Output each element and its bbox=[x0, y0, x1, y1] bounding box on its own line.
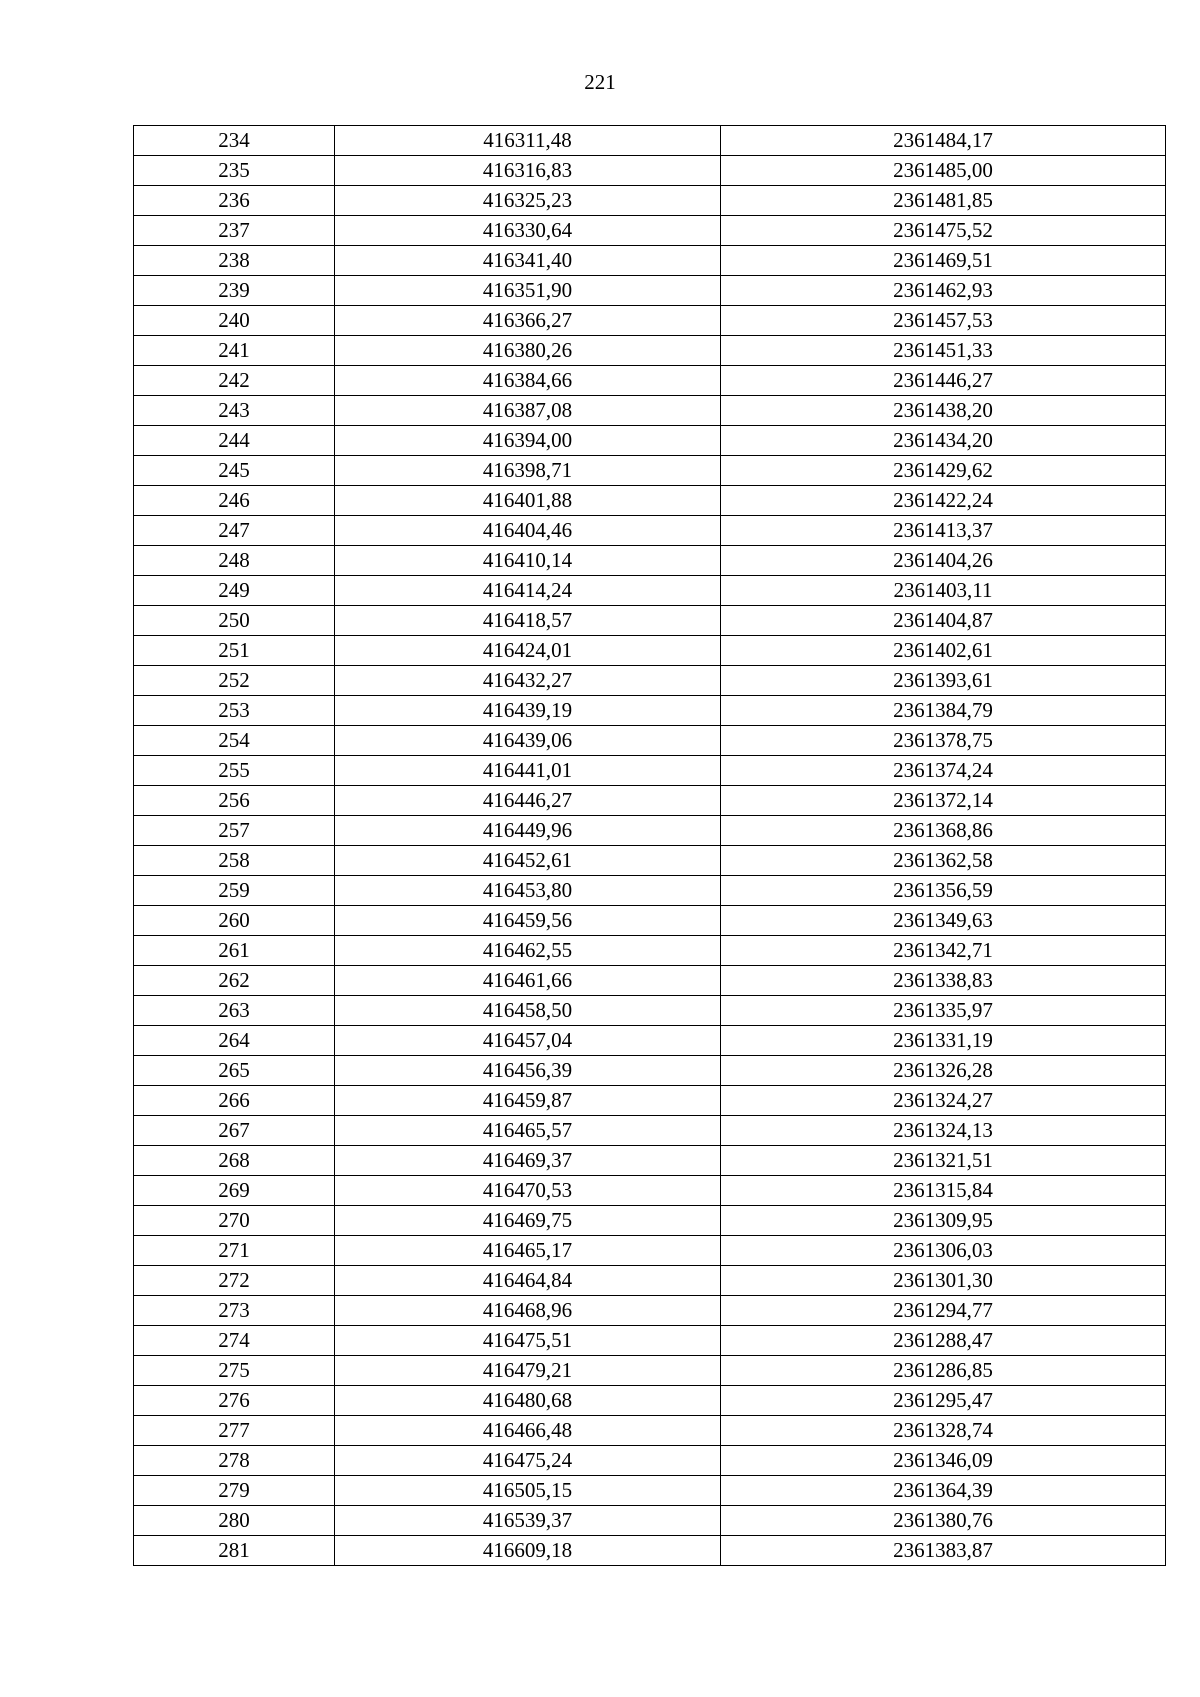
table-row bbox=[134, 756, 1166, 786]
point-number-cell: 269 bbox=[134, 1176, 335, 1206]
point-number-cell: 239 bbox=[134, 276, 335, 306]
y-coordinate-cell: 2361309,95 bbox=[721, 1206, 1166, 1236]
x-coordinate-cell: 416351,90 bbox=[335, 276, 721, 306]
table-row bbox=[134, 276, 1166, 306]
x-coordinate-cell: 416457,04 bbox=[335, 1026, 721, 1056]
table-row bbox=[134, 486, 1166, 516]
coordinates-table bbox=[133, 125, 1166, 1566]
table-row bbox=[134, 1506, 1166, 1536]
table-row bbox=[134, 996, 1166, 1026]
x-coordinate-cell: 416401,88 bbox=[335, 486, 721, 516]
point-number-cell: 267 bbox=[134, 1116, 335, 1146]
x-coordinate-cell: 416539,37 bbox=[335, 1506, 721, 1536]
point-number-cell: 256 bbox=[134, 786, 335, 816]
y-coordinate-cell: 2361429,62 bbox=[721, 456, 1166, 486]
y-coordinate-cell: 2361324,13 bbox=[721, 1116, 1166, 1146]
x-coordinate-cell: 416316,83 bbox=[335, 156, 721, 186]
table-row bbox=[134, 1296, 1166, 1326]
table-row bbox=[134, 576, 1166, 606]
point-number-cell: 277 bbox=[134, 1416, 335, 1446]
y-coordinate-cell: 2361374,24 bbox=[721, 756, 1166, 786]
point-number-cell: 262 bbox=[134, 966, 335, 996]
y-coordinate-cell: 2361457,53 bbox=[721, 306, 1166, 336]
table-row bbox=[134, 936, 1166, 966]
y-coordinate-cell: 2361485,00 bbox=[721, 156, 1166, 186]
point-number-cell: 253 bbox=[134, 696, 335, 726]
table-row bbox=[134, 816, 1166, 846]
x-coordinate-cell: 416609,18 bbox=[335, 1536, 721, 1566]
x-coordinate-cell: 416311,48 bbox=[335, 126, 721, 156]
y-coordinate-cell: 2361393,61 bbox=[721, 666, 1166, 696]
point-number-cell: 280 bbox=[134, 1506, 335, 1536]
table-row bbox=[134, 966, 1166, 996]
y-coordinate-cell: 2361286,85 bbox=[721, 1356, 1166, 1386]
x-coordinate-cell: 416410,14 bbox=[335, 546, 721, 576]
x-coordinate-cell: 416466,48 bbox=[335, 1416, 721, 1446]
table-row bbox=[134, 906, 1166, 936]
point-number-cell: 260 bbox=[134, 906, 335, 936]
table-row bbox=[134, 336, 1166, 366]
point-number-cell: 273 bbox=[134, 1296, 335, 1326]
point-number-cell: 263 bbox=[134, 996, 335, 1026]
y-coordinate-cell: 2361295,47 bbox=[721, 1386, 1166, 1416]
table-row bbox=[134, 516, 1166, 546]
x-coordinate-cell: 416414,24 bbox=[335, 576, 721, 606]
x-coordinate-cell: 416449,96 bbox=[335, 816, 721, 846]
x-coordinate-cell: 416458,50 bbox=[335, 996, 721, 1026]
x-coordinate-cell: 416464,84 bbox=[335, 1266, 721, 1296]
point-number-cell: 271 bbox=[134, 1236, 335, 1266]
point-number-cell: 266 bbox=[134, 1086, 335, 1116]
point-number-cell: 272 bbox=[134, 1266, 335, 1296]
table-row bbox=[134, 726, 1166, 756]
point-number-cell: 240 bbox=[134, 306, 335, 336]
table-row bbox=[134, 1446, 1166, 1476]
y-coordinate-cell: 2361484,17 bbox=[721, 126, 1166, 156]
point-number-cell: 278 bbox=[134, 1446, 335, 1476]
y-coordinate-cell: 2361331,19 bbox=[721, 1026, 1166, 1056]
point-number-cell: 234 bbox=[134, 126, 335, 156]
y-coordinate-cell: 2361321,51 bbox=[721, 1146, 1166, 1176]
x-coordinate-cell: 416469,37 bbox=[335, 1146, 721, 1176]
table-row bbox=[134, 396, 1166, 426]
point-number-cell: 238 bbox=[134, 246, 335, 276]
point-number-cell: 261 bbox=[134, 936, 335, 966]
y-coordinate-cell: 2361462,93 bbox=[721, 276, 1166, 306]
point-number-cell: 247 bbox=[134, 516, 335, 546]
point-number-cell: 241 bbox=[134, 336, 335, 366]
y-coordinate-cell: 2361402,61 bbox=[721, 636, 1166, 666]
point-number-cell: 236 bbox=[134, 186, 335, 216]
x-coordinate-cell: 416404,46 bbox=[335, 516, 721, 546]
point-number-cell: 258 bbox=[134, 846, 335, 876]
y-coordinate-cell: 2361451,33 bbox=[721, 336, 1166, 366]
y-coordinate-cell: 2361446,27 bbox=[721, 366, 1166, 396]
x-coordinate-cell: 416461,66 bbox=[335, 966, 721, 996]
x-coordinate-cell: 416341,40 bbox=[335, 246, 721, 276]
point-number-cell: 252 bbox=[134, 666, 335, 696]
x-coordinate-cell: 416456,39 bbox=[335, 1056, 721, 1086]
y-coordinate-cell: 2361356,59 bbox=[721, 876, 1166, 906]
point-number-cell: 244 bbox=[134, 426, 335, 456]
table-row bbox=[134, 126, 1166, 156]
table-row bbox=[134, 306, 1166, 336]
x-coordinate-cell: 416470,53 bbox=[335, 1176, 721, 1206]
table-row bbox=[134, 1476, 1166, 1506]
x-coordinate-cell: 416387,08 bbox=[335, 396, 721, 426]
point-number-cell: 264 bbox=[134, 1026, 335, 1056]
y-coordinate-cell: 2361469,51 bbox=[721, 246, 1166, 276]
x-coordinate-cell: 416452,61 bbox=[335, 846, 721, 876]
point-number-cell: 245 bbox=[134, 456, 335, 486]
table-row bbox=[134, 666, 1166, 696]
table-row bbox=[134, 1356, 1166, 1386]
y-coordinate-cell: 2361404,26 bbox=[721, 546, 1166, 576]
point-number-cell: 279 bbox=[134, 1476, 335, 1506]
table-row bbox=[134, 786, 1166, 816]
point-number-cell: 259 bbox=[134, 876, 335, 906]
x-coordinate-cell: 416475,24 bbox=[335, 1446, 721, 1476]
y-coordinate-cell: 2361368,86 bbox=[721, 816, 1166, 846]
x-coordinate-cell: 416432,27 bbox=[335, 666, 721, 696]
point-number-cell: 251 bbox=[134, 636, 335, 666]
table-row bbox=[134, 456, 1166, 486]
y-coordinate-cell: 2361378,75 bbox=[721, 726, 1166, 756]
table-row bbox=[134, 366, 1166, 396]
y-coordinate-cell: 2361346,09 bbox=[721, 1446, 1166, 1476]
point-number-cell: 249 bbox=[134, 576, 335, 606]
x-coordinate-cell: 416384,66 bbox=[335, 366, 721, 396]
table-row bbox=[134, 1206, 1166, 1236]
y-coordinate-cell: 2361301,30 bbox=[721, 1266, 1166, 1296]
x-coordinate-cell: 416462,55 bbox=[335, 936, 721, 966]
table-row bbox=[134, 606, 1166, 636]
y-coordinate-cell: 2361335,97 bbox=[721, 996, 1166, 1026]
table-row bbox=[134, 216, 1166, 246]
point-number-cell: 250 bbox=[134, 606, 335, 636]
y-coordinate-cell: 2361372,14 bbox=[721, 786, 1166, 816]
table-row bbox=[134, 1146, 1166, 1176]
table-row bbox=[134, 846, 1166, 876]
x-coordinate-cell: 416394,00 bbox=[335, 426, 721, 456]
table-row bbox=[134, 186, 1166, 216]
x-coordinate-cell: 416465,57 bbox=[335, 1116, 721, 1146]
y-coordinate-cell: 2361306,03 bbox=[721, 1236, 1166, 1266]
point-number-cell: 268 bbox=[134, 1146, 335, 1176]
x-coordinate-cell: 416424,01 bbox=[335, 636, 721, 666]
x-coordinate-cell: 416366,27 bbox=[335, 306, 721, 336]
y-coordinate-cell: 2361403,11 bbox=[721, 576, 1166, 606]
x-coordinate-cell: 416439,06 bbox=[335, 726, 721, 756]
table-row bbox=[134, 696, 1166, 726]
y-coordinate-cell: 2361342,71 bbox=[721, 936, 1166, 966]
table-row bbox=[134, 546, 1166, 576]
y-coordinate-cell: 2361404,87 bbox=[721, 606, 1166, 636]
y-coordinate-cell: 2361288,47 bbox=[721, 1326, 1166, 1356]
x-coordinate-cell: 416469,75 bbox=[335, 1206, 721, 1236]
y-coordinate-cell: 2361481,85 bbox=[721, 186, 1166, 216]
x-coordinate-cell: 416468,96 bbox=[335, 1296, 721, 1326]
table-row bbox=[134, 1026, 1166, 1056]
point-number-cell: 255 bbox=[134, 756, 335, 786]
table-row bbox=[134, 1116, 1166, 1146]
x-coordinate-cell: 416453,80 bbox=[335, 876, 721, 906]
table-row bbox=[134, 1386, 1166, 1416]
y-coordinate-cell: 2361294,77 bbox=[721, 1296, 1166, 1326]
x-coordinate-cell: 416459,56 bbox=[335, 906, 721, 936]
point-number-cell: 276 bbox=[134, 1386, 335, 1416]
table-row bbox=[134, 1086, 1166, 1116]
table-row bbox=[134, 1326, 1166, 1356]
table-row bbox=[134, 1236, 1166, 1266]
y-coordinate-cell: 2361364,39 bbox=[721, 1476, 1166, 1506]
y-coordinate-cell: 2361383,87 bbox=[721, 1536, 1166, 1566]
y-coordinate-cell: 2361315,84 bbox=[721, 1176, 1166, 1206]
y-coordinate-cell: 2361384,79 bbox=[721, 696, 1166, 726]
table-row bbox=[134, 1416, 1166, 1446]
point-number-cell: 257 bbox=[134, 816, 335, 846]
y-coordinate-cell: 2361475,52 bbox=[721, 216, 1166, 246]
point-number-cell: 274 bbox=[134, 1326, 335, 1356]
x-coordinate-cell: 416479,21 bbox=[335, 1356, 721, 1386]
x-coordinate-cell: 416446,27 bbox=[335, 786, 721, 816]
x-coordinate-cell: 416398,71 bbox=[335, 456, 721, 486]
y-coordinate-cell: 2361338,83 bbox=[721, 966, 1166, 996]
table-row bbox=[134, 1266, 1166, 1296]
table-row bbox=[134, 636, 1166, 666]
y-coordinate-cell: 2361362,58 bbox=[721, 846, 1166, 876]
x-coordinate-cell: 416380,26 bbox=[335, 336, 721, 366]
x-coordinate-cell: 416441,01 bbox=[335, 756, 721, 786]
x-coordinate-cell: 416325,23 bbox=[335, 186, 721, 216]
y-coordinate-cell: 2361349,63 bbox=[721, 906, 1166, 936]
y-coordinate-cell: 2361380,76 bbox=[721, 1506, 1166, 1536]
x-coordinate-cell: 416480,68 bbox=[335, 1386, 721, 1416]
point-number-cell: 275 bbox=[134, 1356, 335, 1386]
x-coordinate-cell: 416459,87 bbox=[335, 1086, 721, 1116]
table-row bbox=[134, 876, 1166, 906]
point-number-cell: 246 bbox=[134, 486, 335, 516]
point-number-cell: 243 bbox=[134, 396, 335, 426]
table-row bbox=[134, 1536, 1166, 1566]
x-coordinate-cell: 416439,19 bbox=[335, 696, 721, 726]
y-coordinate-cell: 2361438,20 bbox=[721, 396, 1166, 426]
table-row bbox=[134, 1056, 1166, 1086]
x-coordinate-cell: 416418,57 bbox=[335, 606, 721, 636]
page-number: 221 bbox=[584, 70, 616, 94]
x-coordinate-cell: 416465,17 bbox=[335, 1236, 721, 1266]
y-coordinate-cell: 2361328,74 bbox=[721, 1416, 1166, 1446]
point-number-cell: 248 bbox=[134, 546, 335, 576]
point-number-cell: 254 bbox=[134, 726, 335, 756]
point-number-cell: 237 bbox=[134, 216, 335, 246]
x-coordinate-cell: 416330,64 bbox=[335, 216, 721, 246]
point-number-cell: 242 bbox=[134, 366, 335, 396]
y-coordinate-cell: 2361413,37 bbox=[721, 516, 1166, 546]
y-coordinate-cell: 2361434,20 bbox=[721, 426, 1166, 456]
y-coordinate-cell: 2361326,28 bbox=[721, 1056, 1166, 1086]
y-coordinate-cell: 2361422,24 bbox=[721, 486, 1166, 516]
point-number-cell: 281 bbox=[134, 1536, 335, 1566]
point-number-cell: 270 bbox=[134, 1206, 335, 1236]
table-row bbox=[134, 426, 1166, 456]
table-row bbox=[134, 246, 1166, 276]
y-coordinate-cell: 2361324,27 bbox=[721, 1086, 1166, 1116]
table-row bbox=[134, 156, 1166, 186]
table-row bbox=[134, 1176, 1166, 1206]
x-coordinate-cell: 416505,15 bbox=[335, 1476, 721, 1506]
x-coordinate-cell: 416475,51 bbox=[335, 1326, 721, 1356]
point-number-cell: 265 bbox=[134, 1056, 335, 1086]
point-number-cell: 235 bbox=[134, 156, 335, 186]
coordinates-table-body bbox=[134, 126, 1166, 1566]
